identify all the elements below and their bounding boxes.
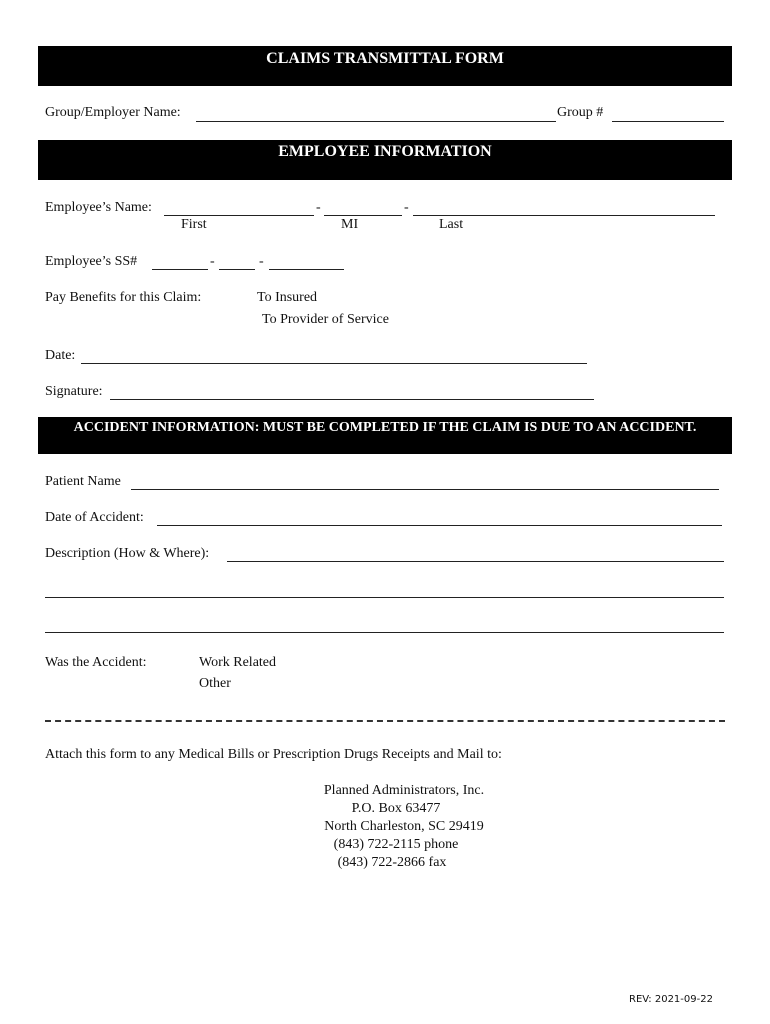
ssn-part2-field[interactable] <box>219 269 255 270</box>
group-employer-label: Group/Employer Name: <box>45 105 181 120</box>
name-dash: - <box>316 200 321 215</box>
first-name-field[interactable] <box>164 215 314 216</box>
name-dash: - <box>404 200 409 215</box>
revision-label: REV: 2021-09-22 <box>629 994 713 1005</box>
employee-section-title: EMPLOYEE INFORMATION <box>278 143 492 160</box>
mi-caption: MI <box>341 217 359 232</box>
employee-name-label: Employee’s Name: <box>45 200 152 215</box>
group-number-field[interactable] <box>612 121 724 122</box>
ssn-dash: - <box>210 254 215 269</box>
date-label: Date: <box>45 348 76 363</box>
date-of-accident-label: Date of Accident: <box>45 510 144 525</box>
description-label: Description (How & Where): <box>45 546 210 561</box>
ssn-part3-field[interactable] <box>269 269 344 270</box>
signature-field[interactable] <box>110 399 594 400</box>
address-po-box: P.O. Box 63477 <box>351 801 441 816</box>
employee-section-bar <box>38 140 732 180</box>
description-line-3[interactable] <box>45 632 724 633</box>
ssn-dash: - <box>259 254 264 269</box>
first-caption: First <box>181 217 207 232</box>
pay-option-insured[interactable]: To Insured <box>257 290 318 305</box>
address-fax: (843) 722-2866 fax <box>337 855 447 870</box>
was-accident-label: Was the Accident: <box>45 655 147 670</box>
description-field[interactable] <box>227 561 724 562</box>
accident-section-title: ACCIDENT INFORMATION: MUST BE COMPLETED IF THE CLAIM IS DUE TO AN ACCIDENT. <box>73 420 697 435</box>
last-name-field[interactable] <box>413 215 715 216</box>
group-employer-field[interactable] <box>196 121 556 122</box>
signature-label: Signature: <box>45 384 103 399</box>
attach-instruction: Attach this form to any Medical Bills or Prescription Drugs Receipts and Mail to: <box>45 747 502 762</box>
patient-name-field[interactable] <box>131 489 719 490</box>
address-city: North Charleston, SC 29419 <box>324 819 484 834</box>
description-line-2[interactable] <box>45 597 724 598</box>
address-phone: (843) 722-2115 phone <box>333 837 459 852</box>
middle-initial-field[interactable] <box>324 215 402 216</box>
date-field[interactable] <box>81 363 587 364</box>
ssn-label: Employee’s SS# <box>45 254 138 269</box>
address-company: Planned Administrators, Inc. <box>323 783 485 798</box>
accident-option-work[interactable]: Work Related <box>199 655 277 670</box>
group-number-label: Group # <box>557 105 604 120</box>
form-title-bar <box>38 46 732 86</box>
pay-option-provider[interactable]: To Provider of Service <box>262 312 389 327</box>
cut-line-divider <box>45 720 725 722</box>
date-of-accident-field[interactable] <box>157 525 722 526</box>
last-caption: Last <box>439 217 464 232</box>
accident-option-other[interactable]: Other <box>199 676 231 691</box>
pay-benefits-label: Pay Benefits for this Claim: <box>45 290 202 305</box>
ssn-part1-field[interactable] <box>152 269 208 270</box>
accident-section-bar <box>38 417 732 454</box>
form-title: CLAIMS TRANSMITTAL FORM <box>266 50 504 67</box>
patient-name-label: Patient Name <box>45 474 121 489</box>
